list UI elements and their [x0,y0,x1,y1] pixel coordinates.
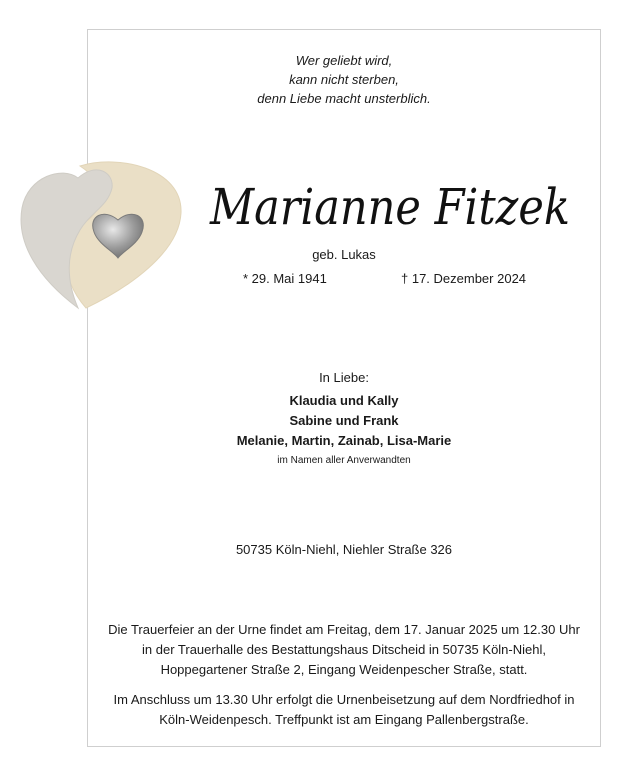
ceremony-line: Die Trauerfeier an der Urne findet am Freitag, dem 17. Januar 2025 um 12.30 Uhr [108,622,580,637]
hearts-icon [18,158,193,313]
mourners-intro: In Liebe: [319,370,369,385]
quote-line: Wer geliebt wird, [295,53,393,68]
quote-line: kann nicht sterben, [289,72,399,87]
born-name: geb. Lukas [312,247,376,262]
urn-line: Köln-Weidenpesch. Treffpunkt ist am Eingang Pallenbergstraße. [159,712,529,727]
ceremony-line: Hoppegartener Straße 2, Eingang Weidenpescher Straße, statt. [160,662,528,677]
mourner-names: Melanie, Martin, Zainab, Lisa-Marie [236,433,452,448]
mourner-names: Sabine und Frank [289,413,399,428]
quote [87,51,601,108]
urn-line: Im Anschluss um 13.30 Uhr erfolgt die Urnenbeisetzung auf dem Nordfriedhof in [113,692,575,707]
deceased-name [210,168,580,248]
death-date: † 17. Dezember 2024 [401,271,527,286]
deceased-name-text: Marianne Fitzek [209,178,571,236]
quote-line: denn Liebe macht unsterblich. [257,91,431,106]
address: 50735 Köln-Niehl, Niehler Straße 326 [235,542,453,557]
mourner-names: Klaudia und Kally [289,393,399,408]
ceremony-info [87,620,601,680]
ceremony-line: in der Trauerhalle des Bestattungshaus Ditscheid in 50735 Köln-Niehl, [142,642,546,657]
urn-burial-info [87,690,601,730]
behalf-note: im Namen aller Anverwandten [277,455,411,466]
birth-date: * 29. Mai 1941 [243,271,327,286]
mourners-list [87,391,601,451]
